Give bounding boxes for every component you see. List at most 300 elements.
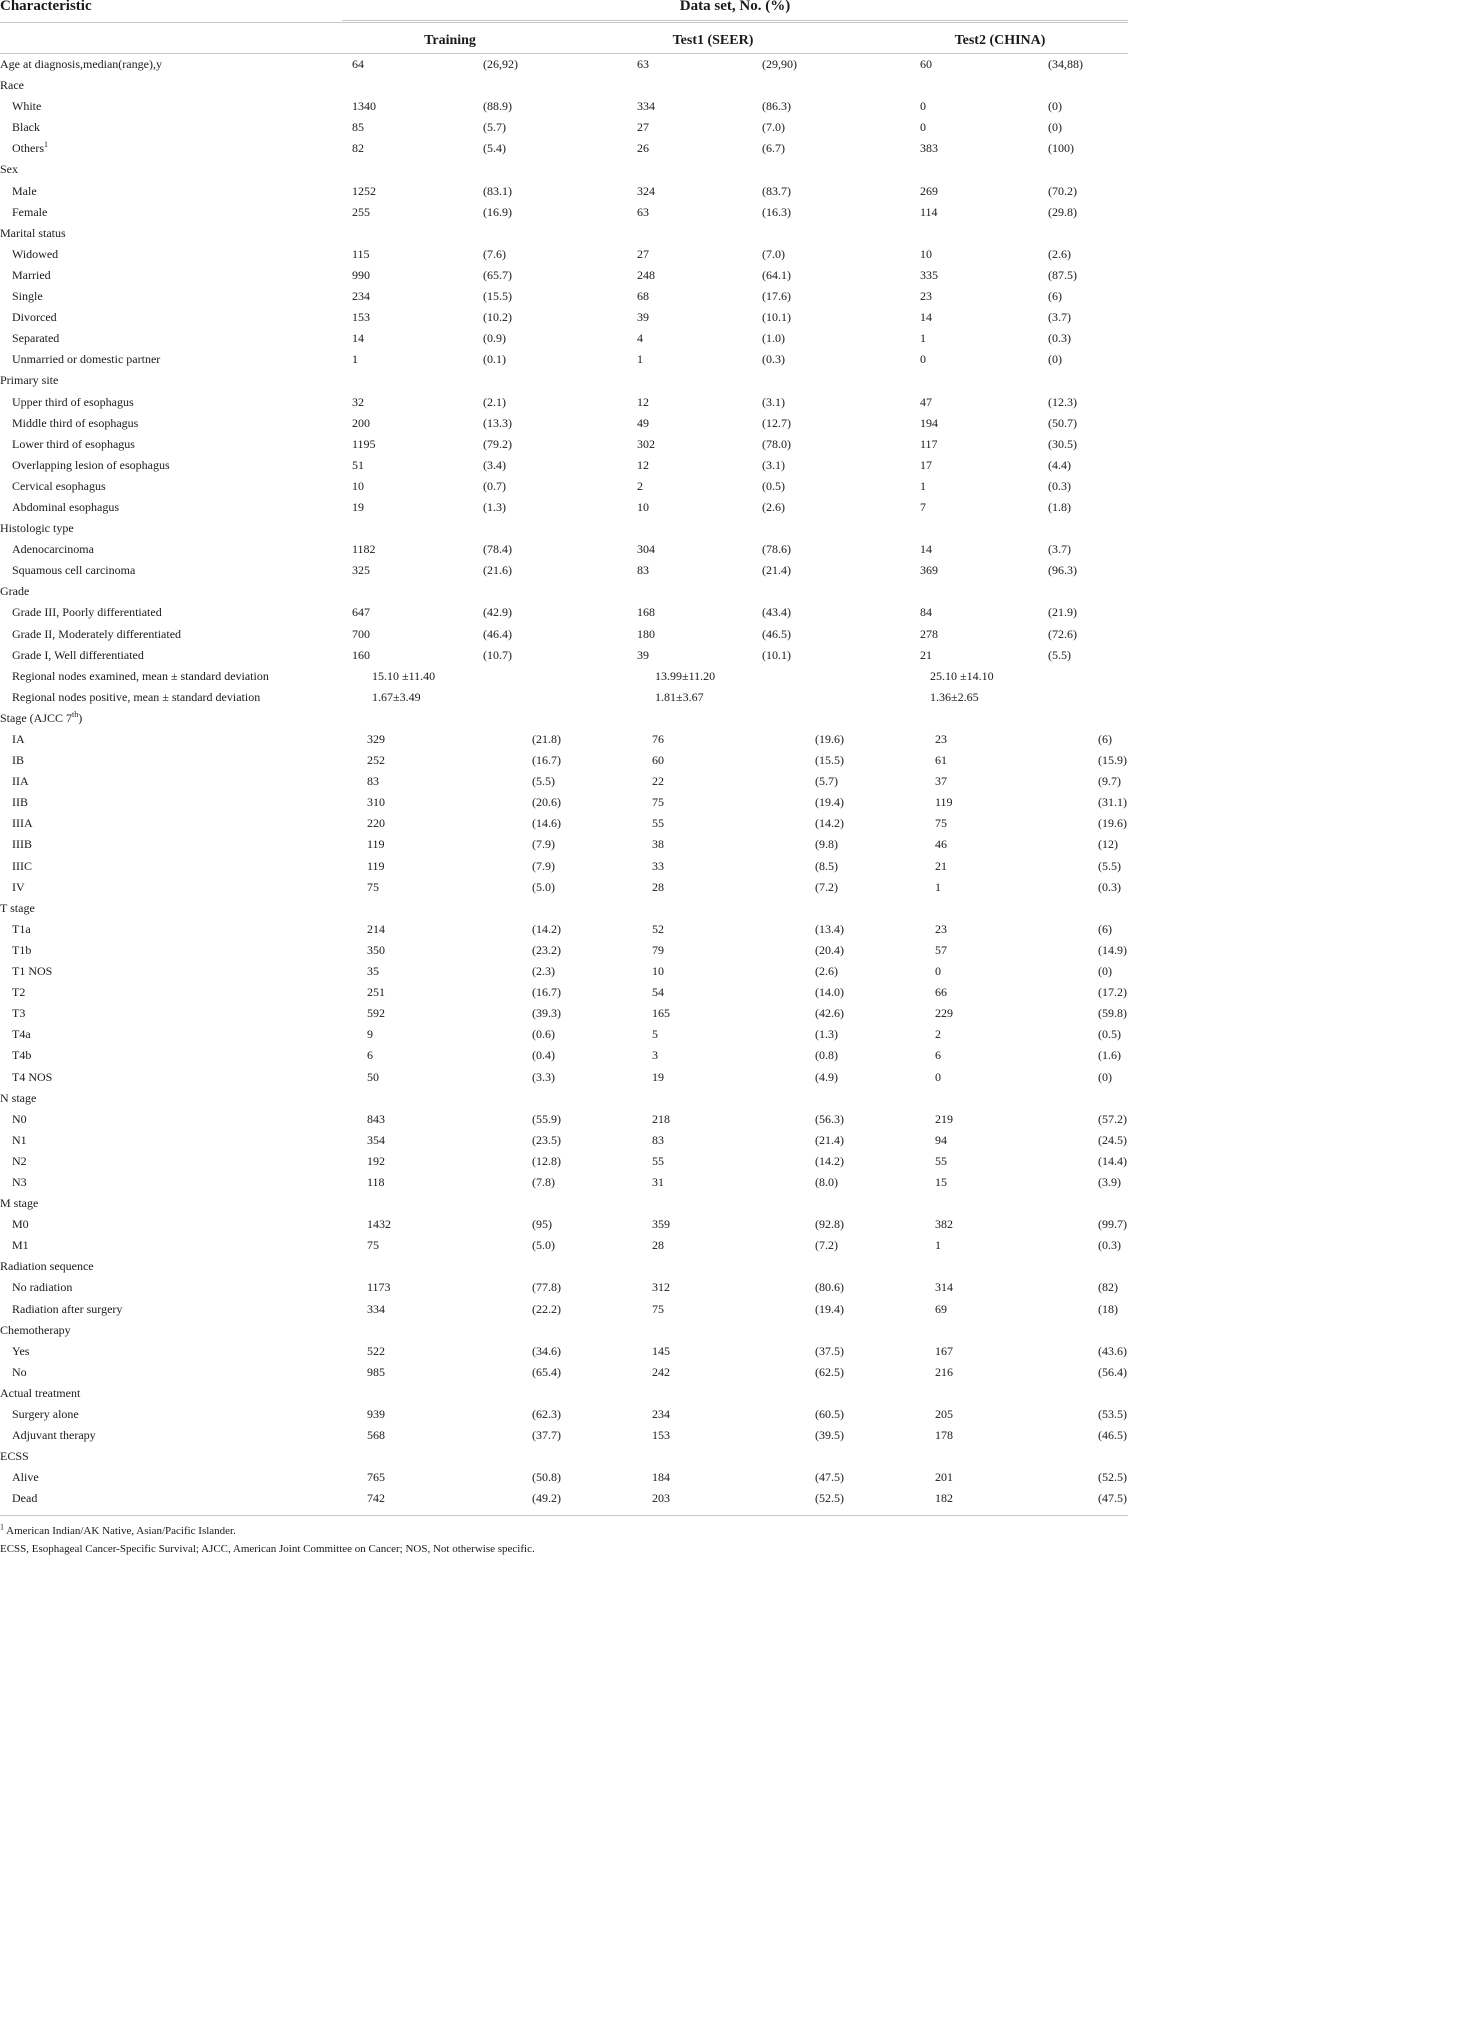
count-value: 218 — [652, 1111, 670, 1126]
row-label-text: Adenocarcinoma — [12, 542, 94, 557]
table-row-cell — [0, 96, 1128, 117]
count-value: 302 — [637, 436, 655, 451]
percent-value: (29.8) — [1048, 204, 1077, 219]
count-value: 350 — [367, 942, 385, 957]
count-value: 182 — [935, 1491, 953, 1506]
row-label-text: Lower third of esophagus — [12, 436, 135, 451]
count-value: 60 — [920, 57, 932, 71]
row-sublabel — [12, 1112, 27, 1127]
percent-value: (37.7) — [532, 1428, 561, 1443]
row-label-text: Actual treatment — [0, 1385, 81, 1400]
row-label-text: Grade III, Poorly differentiated — [12, 605, 162, 620]
count-value: 167 — [935, 1343, 953, 1358]
count-value: 382 — [935, 1217, 953, 1232]
percent-value: (0.1) — [483, 352, 506, 367]
count-value: 75 — [652, 795, 664, 810]
row-label-text: Divorced — [12, 310, 57, 325]
count-value: 0 — [920, 120, 926, 135]
percent-value: (31.1) — [1098, 795, 1127, 810]
row-sublabel — [12, 753, 24, 768]
table-row-cell — [0, 1404, 1128, 1425]
percent-value: (7.2) — [815, 1238, 838, 1253]
table-row-cell — [0, 497, 1128, 518]
row-label-text: Single — [12, 289, 43, 304]
percent-value: (65.7) — [483, 267, 512, 282]
count-value: 592 — [367, 1006, 385, 1021]
row-label-text: Female — [12, 204, 48, 219]
percent-value: (78.0) — [762, 436, 791, 451]
row-label-superscript: 1 — [44, 140, 48, 150]
count-value: 1432 — [367, 1217, 391, 1232]
count-value: 1340 — [352, 99, 376, 114]
percent-value: (0.3) — [1048, 331, 1071, 346]
table-footnotes — [0, 1515, 1128, 1558]
row-sublabel — [12, 690, 260, 705]
percent-value: (14.4) — [1098, 1153, 1127, 1168]
table-row — [0, 919, 1128, 940]
table-row-cell — [0, 202, 1128, 223]
percent-value: (5.7) — [815, 774, 838, 789]
count-value: 39 — [637, 310, 649, 325]
row-sublabel — [12, 1428, 96, 1443]
percent-value: (56.4) — [1098, 1364, 1127, 1379]
percent-value: (12.7) — [762, 415, 791, 430]
row-sublabel — [12, 1006, 25, 1021]
percent-value: (14.2) — [815, 1153, 844, 1168]
count-value: 10 — [920, 246, 932, 261]
row-label-text: T1a — [12, 921, 31, 936]
table-row — [0, 1277, 1128, 1298]
table-row-cell — [0, 392, 1128, 413]
count-value: 335 — [920, 267, 938, 282]
count-value: 359 — [652, 1217, 670, 1232]
table-row — [0, 497, 1128, 518]
count-value: 9 — [367, 1027, 373, 1042]
table-row-cell — [0, 982, 1128, 1003]
count-value: 119 — [367, 837, 385, 852]
percent-value: (14.2) — [532, 921, 561, 936]
row-sublabel — [12, 268, 51, 283]
count-value: 369 — [920, 563, 938, 578]
characteristic-header: Characteristic — [0, 0, 92, 14]
count-value: 6 — [367, 1048, 373, 1063]
percent-value: (0) — [1048, 99, 1062, 114]
row-sublabel — [12, 416, 138, 431]
percent-value: (8.0) — [815, 1174, 838, 1189]
percent-value: (14.9) — [1098, 942, 1127, 957]
table-row — [0, 1320, 1128, 1341]
count-value: 38 — [652, 837, 664, 852]
percent-value: (0.3) — [1098, 1238, 1121, 1253]
row-group-label — [0, 1091, 36, 1106]
mean-sd-value: 1.36±2.65 — [930, 689, 979, 704]
table-row — [0, 54, 1128, 75]
table-row-cell — [0, 1299, 1128, 1320]
count-value: 180 — [637, 626, 655, 641]
row-sublabel — [12, 943, 31, 958]
percent-value: (72.6) — [1048, 626, 1077, 641]
count-value: 61 — [935, 753, 947, 768]
count-value: 742 — [367, 1491, 385, 1506]
percent-value: (78.6) — [762, 542, 791, 557]
row-sublabel — [12, 1070, 52, 1085]
row-group-label — [0, 162, 18, 177]
percent-value: (39.5) — [815, 1428, 844, 1443]
count-value: 75 — [367, 879, 379, 894]
percent-value: (7.9) — [532, 858, 555, 873]
count-value: 220 — [367, 816, 385, 831]
table-row-cell — [0, 1362, 1128, 1383]
row-label-text: T3 — [12, 1006, 26, 1021]
percent-value: (64.1) — [762, 267, 791, 282]
percent-value: (3.1) — [762, 394, 785, 409]
percent-value: (34.6) — [532, 1343, 561, 1358]
table-row-cell — [0, 1088, 1128, 1109]
percent-value: (5.7) — [483, 120, 506, 135]
row-label-text: Widowed — [12, 246, 59, 261]
mean-sd-value: 1.67±3.49 — [372, 689, 421, 704]
percent-value: (12) — [1098, 837, 1118, 852]
count-value: 234 — [352, 289, 370, 304]
table-row — [0, 1299, 1128, 1320]
table-row-cell — [0, 1172, 1128, 1193]
row-label-text: Male — [12, 183, 37, 198]
row-sublabel — [12, 331, 59, 346]
table-row — [0, 1383, 1128, 1404]
table-row-cell — [0, 645, 1128, 666]
count-value: 2 — [637, 478, 643, 493]
count-value: 0 — [920, 352, 926, 367]
percent-value: (7.9) — [532, 837, 555, 852]
row-sublabel — [12, 99, 41, 114]
percent-value: (65.4) — [532, 1364, 561, 1379]
table-row-cell — [0, 750, 1128, 771]
count-value: 383 — [920, 141, 938, 156]
row-label-text: Grade — [0, 584, 30, 599]
count-value: 153 — [652, 1428, 670, 1443]
percent-value: (12.8) — [532, 1153, 561, 1168]
table-row-cell — [0, 349, 1128, 370]
row-label-text: Yes — [12, 1343, 30, 1358]
table-row-cell — [0, 75, 1128, 96]
count-value: 19 — [352, 499, 364, 514]
count-value: 63 — [637, 57, 649, 71]
count-value: 522 — [367, 1343, 385, 1358]
percent-value: (14.6) — [532, 816, 561, 831]
row-sublabel — [12, 964, 52, 979]
table-row — [0, 1235, 1128, 1256]
percent-value: (79.2) — [483, 436, 512, 451]
count-value: 14 — [920, 542, 932, 557]
row-sublabel — [12, 605, 162, 620]
table-row-cell — [0, 581, 1128, 602]
percent-value: (10.1) — [762, 647, 791, 662]
count-value: 1182 — [352, 542, 376, 557]
row-sublabel — [12, 1344, 29, 1359]
table-row-cell — [0, 1446, 1128, 1467]
row-sublabel — [12, 1491, 37, 1506]
count-value: 1 — [935, 879, 941, 894]
count-value: 27 — [637, 246, 649, 261]
row-sublabel — [12, 1154, 27, 1169]
count-value: 178 — [935, 1428, 953, 1443]
table-row-cell — [0, 1235, 1128, 1256]
table-row — [0, 265, 1128, 286]
table-row — [0, 1488, 1128, 1509]
percent-value: (39.3) — [532, 1006, 561, 1021]
row-sublabel — [12, 184, 37, 199]
row-group-label — [0, 1323, 71, 1338]
table-row — [0, 455, 1128, 476]
count-value: 23 — [935, 732, 947, 746]
row-label-text: Married — [12, 267, 51, 282]
percent-value: (16.3) — [762, 204, 791, 219]
count-value: 165 — [652, 1006, 670, 1021]
table-row — [0, 1003, 1128, 1024]
table-row — [0, 244, 1128, 265]
percent-value: (1.8) — [1048, 499, 1071, 514]
count-value: 6 — [935, 1048, 941, 1063]
table-row-cell — [0, 434, 1128, 455]
table-row-cell — [0, 244, 1128, 265]
row-label-text: M stage — [0, 1196, 39, 1211]
row-label-text: T4 NOS — [12, 1069, 53, 1084]
percent-value: (62.3) — [532, 1407, 561, 1421]
table-row-cell — [0, 1320, 1128, 1341]
table-row — [0, 602, 1128, 623]
row-label-text: IB — [12, 753, 24, 768]
table-row — [0, 96, 1128, 117]
table-row-cell — [0, 1109, 1128, 1130]
row-label-text: IIIA — [12, 816, 33, 831]
row-group-label — [0, 226, 66, 241]
percent-value: (0) — [1048, 120, 1062, 135]
percent-value: (2.1) — [483, 394, 506, 409]
table-row — [0, 307, 1128, 328]
count-value: 32 — [352, 394, 364, 409]
footnote-1 — [0, 1522, 1128, 1540]
table-header-row-2 — [0, 23, 1128, 54]
percent-value: (83.1) — [483, 183, 512, 198]
row-label-text: IIIC — [12, 858, 32, 873]
count-value: 75 — [367, 1238, 379, 1253]
count-value: 22 — [652, 774, 664, 789]
table-row — [0, 392, 1128, 413]
row-label-text: IV — [12, 879, 25, 894]
count-value: 52 — [652, 921, 664, 936]
table-row-cell — [0, 1256, 1128, 1277]
count-value: 83 — [652, 1132, 664, 1147]
percent-value: (0.6) — [532, 1027, 555, 1042]
percent-value: (82) — [1098, 1280, 1118, 1295]
row-sublabel — [12, 1238, 29, 1253]
percent-value: (23.2) — [532, 942, 561, 957]
footnote-1-text: American Indian/AK Native, Asian/Pacific Islander. — [6, 1525, 236, 1538]
table-body — [0, 54, 1128, 1509]
percent-value: (16.7) — [532, 985, 561, 1000]
percent-value: (50.8) — [532, 1470, 561, 1485]
table-row — [0, 1193, 1128, 1214]
percent-value: (17.2) — [1098, 985, 1127, 1000]
percent-value: (17.6) — [762, 289, 791, 304]
table-row — [0, 223, 1128, 244]
row-label-text: ECSS — [0, 1449, 29, 1464]
table-row-cell — [0, 1151, 1128, 1172]
count-value: 119 — [935, 795, 953, 810]
row-label-text: Radiation sequence — [0, 1259, 94, 1274]
count-value: 3 — [652, 1048, 658, 1063]
row-group-label — [0, 1386, 80, 1401]
table-row-cell — [0, 265, 1128, 286]
row-sublabel — [12, 627, 181, 642]
row-label-text: White — [12, 99, 42, 114]
count-value: 54 — [652, 985, 664, 1000]
row-sublabel — [12, 1217, 29, 1232]
count-value: 26 — [637, 141, 649, 156]
row-group-label — [0, 1449, 29, 1464]
table-row-cell — [0, 476, 1128, 497]
table-row-cell — [0, 940, 1128, 961]
percent-value: (52.5) — [815, 1491, 844, 1506]
count-value: 1 — [920, 478, 926, 493]
count-value: 114 — [920, 204, 938, 219]
count-value: 83 — [637, 563, 649, 578]
percent-value: (43.4) — [762, 605, 791, 620]
count-value: 50 — [367, 1069, 379, 1084]
count-value: 83 — [367, 774, 379, 789]
row-group-label — [0, 78, 24, 93]
percent-value: (3.9) — [1098, 1174, 1121, 1189]
percent-value: (18) — [1098, 1301, 1118, 1316]
row-label-text: No — [12, 1364, 27, 1379]
percent-value: (0.4) — [532, 1048, 555, 1063]
row-label-superscript: th — [72, 709, 79, 719]
count-value: 31 — [652, 1174, 664, 1189]
count-value: 278 — [920, 626, 938, 641]
percent-value: (50.7) — [1048, 415, 1077, 430]
dataset-header: Data set, No. (%) — [342, 0, 1128, 21]
count-value: 1252 — [352, 183, 376, 198]
percent-value: (6) — [1098, 732, 1112, 746]
table-row — [0, 666, 1128, 687]
count-value: 60 — [652, 753, 664, 768]
row-label-text: Primary site — [0, 373, 59, 388]
percent-value: (5.5) — [532, 774, 555, 789]
row-label-text: Unmarried or domestic partner — [12, 352, 161, 367]
table-row — [0, 1467, 1128, 1488]
count-value: 69 — [935, 1301, 947, 1316]
table-row-cell — [0, 560, 1128, 581]
count-value: 64 — [352, 57, 364, 71]
percent-value: (21.6) — [483, 563, 512, 578]
percent-value: (24.5) — [1098, 1132, 1127, 1147]
percent-value: (87.5) — [1048, 267, 1077, 282]
table-row-cell — [0, 729, 1128, 750]
row-sublabel — [12, 500, 119, 515]
count-value: 7 — [920, 499, 926, 514]
row-sublabel — [12, 458, 170, 473]
row-label-text: IIIB — [12, 837, 32, 852]
row-label-text: T1 NOS — [12, 964, 53, 979]
table-row-cell — [0, 792, 1128, 813]
count-value: 700 — [352, 626, 370, 641]
row-sublabel — [12, 648, 144, 663]
table-row-cell — [0, 1214, 1128, 1235]
row-label-text: Radiation after surgery — [12, 1301, 123, 1316]
column-header-test1: Test1 (SEER) — [672, 33, 754, 48]
count-value: 55 — [935, 1153, 947, 1168]
count-value: 0 — [935, 964, 941, 979]
row-label-text: N0 — [12, 1111, 27, 1126]
percent-value: (2.6) — [1048, 246, 1071, 261]
count-value: 33 — [652, 858, 664, 873]
percent-value: (60.5) — [815, 1407, 844, 1421]
count-value: 242 — [652, 1364, 670, 1379]
count-value: 324 — [637, 183, 655, 198]
percent-value: (0.9) — [483, 331, 506, 346]
table-row-cell — [0, 1383, 1128, 1404]
row-label-text: No radiation — [12, 1280, 73, 1295]
table-row-cell — [0, 624, 1128, 645]
table-header-row-1 — [0, 0, 1128, 23]
row-sublabel — [12, 310, 57, 325]
table-row — [0, 1341, 1128, 1362]
count-value: 55 — [652, 1153, 664, 1168]
percent-value: (7.2) — [815, 879, 838, 894]
table-row-cell — [0, 286, 1128, 307]
percent-value: (46.4) — [483, 626, 512, 641]
count-value: 75 — [652, 1301, 664, 1316]
percent-value: (0) — [1048, 352, 1062, 367]
percent-value: (46.5) — [1098, 1428, 1127, 1443]
row-group-label — [0, 1259, 94, 1274]
table-row-cell — [0, 54, 1128, 75]
table-row-cell — [0, 138, 1128, 159]
percent-value: (23.5) — [532, 1132, 561, 1147]
row-sublabel — [12, 1280, 72, 1295]
column-header-test2: Test2 (CHINA) — [954, 33, 1046, 48]
percent-value: (37.5) — [815, 1343, 844, 1358]
table-row-cell — [0, 771, 1128, 792]
percent-value: (0) — [1098, 964, 1112, 979]
row-sublabel — [12, 859, 32, 874]
table-row-cell — [0, 1467, 1128, 1488]
row-label-text: M0 — [12, 1217, 29, 1232]
row-label-text: Marital status — [0, 225, 66, 240]
count-value: 57 — [935, 942, 947, 957]
percent-value: (42.9) — [483, 605, 512, 620]
percent-value: (0.5) — [1098, 1027, 1121, 1042]
count-value: 1 — [920, 331, 926, 346]
percent-value: (15.9) — [1098, 753, 1127, 768]
row-label-text: Age at diagnosis,median(range),y — [0, 57, 162, 71]
row-label-text: Grade I, Well differentiated — [12, 647, 144, 662]
row-label-text: M1 — [12, 1238, 29, 1253]
percent-value: (43.6) — [1098, 1343, 1127, 1358]
count-value: 118 — [367, 1174, 385, 1189]
percent-value: (88.9) — [483, 99, 512, 114]
count-value: 0 — [935, 1069, 941, 1084]
percent-value: (80.6) — [815, 1280, 844, 1295]
percent-value: (7.0) — [762, 246, 785, 261]
row-group-label — [0, 1196, 38, 1211]
count-value: 28 — [652, 1238, 664, 1253]
count-value: 10 — [652, 964, 664, 979]
count-value: 46 — [935, 837, 947, 852]
row-label-tail: ) — [78, 710, 83, 725]
table-row-cell — [0, 539, 1128, 560]
count-value: 194 — [920, 415, 938, 430]
